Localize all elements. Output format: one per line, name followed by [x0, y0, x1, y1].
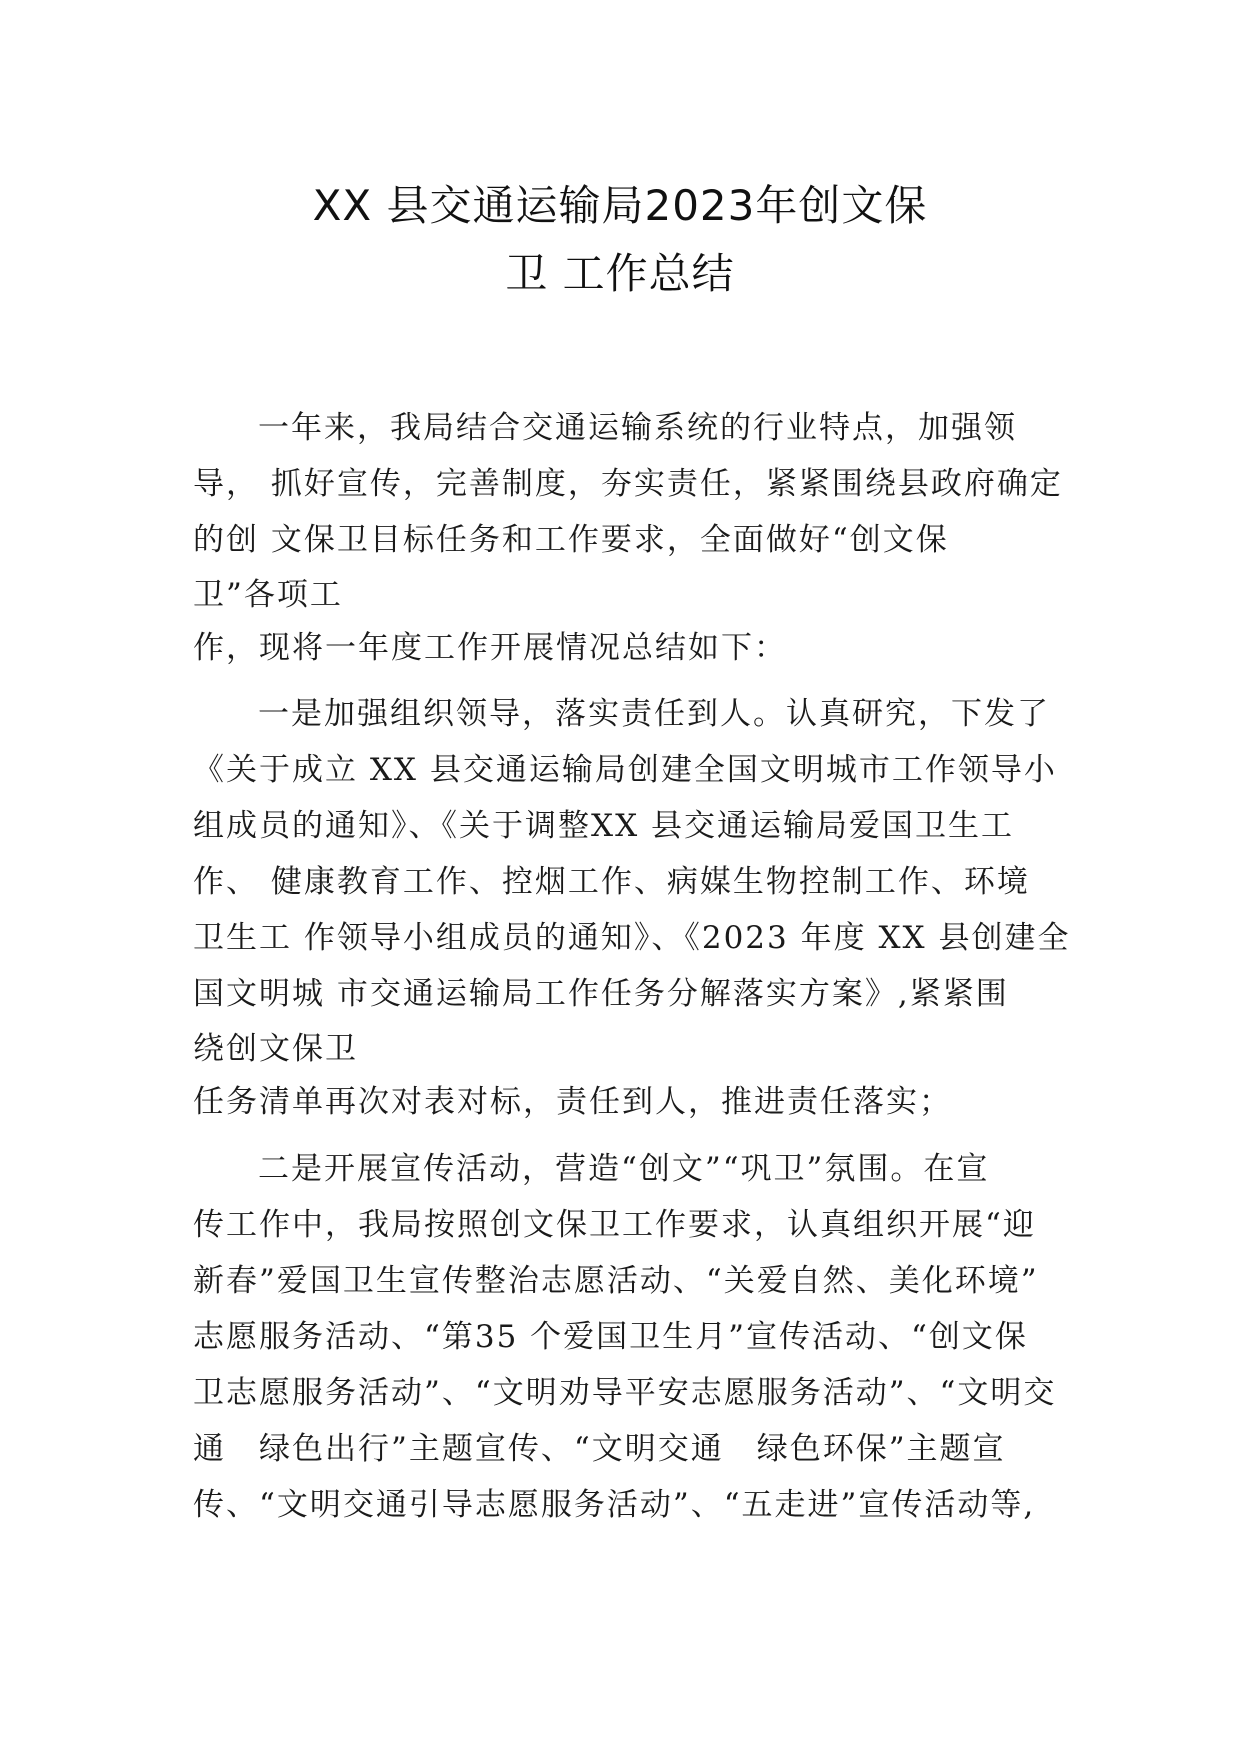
paragraph-line: 一是加强组织领导，落实责任到人。认真研究，下发了 [258, 696, 1050, 732]
paragraph-line: 《关于成立 XX 县交通运输局创建全国文明城市工作领导小 [193, 752, 1057, 788]
paragraph-line: 作、 健康教育工作、控烟工作、病媒生物控制工作、环境 [193, 864, 1030, 900]
paragraph-line: 导， 抓好宣传，完善制度，夯实责任，紧紧围绕县政府确定 [193, 466, 1063, 502]
paragraph-line: 国文明城 市交通运输局工作任务分解落实方案》,紧紧围 [193, 976, 1009, 1012]
paragraph-line: 新春”爱国卫生宣传整治志愿活动、“关爱自然、美化环境” [193, 1263, 1039, 1299]
paragraph-line: 志愿服务活动、“第35 个爱国卫生月”宣传活动、“创文保 [193, 1319, 1028, 1355]
paragraph-line: 卫志愿服务活动”、“文明劝导平安志愿服务活动”、“文明交 [193, 1375, 1057, 1411]
document-title-line-1: XX 县交通运输局2023年创文保 [312, 181, 928, 230]
paragraph-line: 一年来，我局结合交通运输系统的行业特点，加强领 [258, 410, 1017, 446]
paragraph-line: 绕创文保卫 [193, 1031, 358, 1067]
paragraph-line: 通 绿色出行”主题宣传、“文明交通 绿色环保”主题宣 [193, 1431, 1006, 1467]
paragraph-line: 传、“文明交通引导志愿服务活动”、“五走进”宣传活动等, [193, 1487, 1036, 1523]
document-title-line-2: 卫 工作总结 [505, 249, 735, 298]
paragraph-line: 传工作中，我局按照创文保卫工作要求，认真组织开展“迎 [193, 1207, 1036, 1243]
paragraph-line: 任务清单再次对表对标，责任到人，推进责任落实； [193, 1084, 952, 1120]
paragraph-line: 卫”各项工 [193, 577, 343, 613]
paragraph-line: 组成员的通知》、《关于调整XX 县交通运输局爱国卫生工 [193, 808, 1014, 844]
paragraph-line: 作，现将一年度工作开展情况总结如下： [193, 630, 787, 666]
paragraph-line: 卫生工 作领导小组成员的通知》、《2023 年度 XX 县创建全 [193, 920, 1071, 956]
paragraph-line: 的创 文保卫目标任务和工作要求，全面做好“创文保 [193, 522, 949, 558]
paragraph-line: 二是开展宣传活动，营造“创文”“巩卫”氛围。在宣 [258, 1151, 990, 1187]
